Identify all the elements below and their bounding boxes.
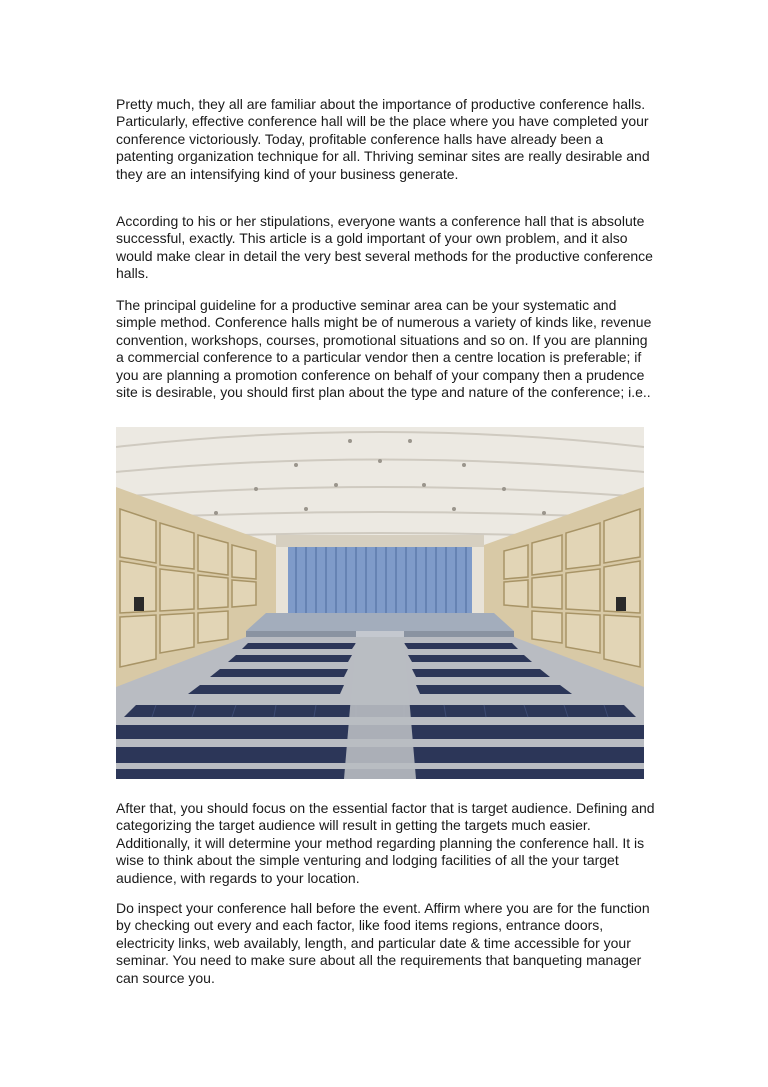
paragraph-1: Pretty much, they all are familiar about the importance of productive conference halls. Particularly, effective conference hall will be the place where you have completed your conference victoriously. Today, profitable conference halls have already been a patenting organization technique for all. Thriving seminar sites are really desirable and they are an intensifying kind of your business generate. [116, 96, 650, 182]
paragraph-4: After that, you should focus on the essential factor that is target audience. Defining and categorizing the target audience will result in getting the targets much easier. Additionally, it will determine your method regarding planning the conference hall. It is wise to think about the simple venturing and lodging facilities of all the your target audience, with regards to your location. [116, 800, 655, 886]
paragraph-5: Do inspect your conference hall before the event. Affirm where you are for the function by checking out every and each factor, like food items regions, entrance doors, electricity links, web availably, length, and particular date & time accessible for your seminar. You need to make sure about all the requirements that banqueting manager can source you. [116, 900, 650, 986]
conference-hall-illustration [116, 427, 644, 779]
paragraph-3: The principal guideline for a productive seminar area can be your systematic and simple method. Conference halls might be of numerous a variety of kinds like, revenue convention, workshops, courses, promotional situations and so on. If you are planning a commercial conference to a particular vendor then a centre location is preferable; if you are planning a promotion conference on behalf of your company then a prudence site is desirable, you should first plan about the type and nature of the conference; i.e.. [116, 297, 652, 401]
paragraph-2: According to his or her stipulations, everyone wants a conference hall that is absolute successful, exactly. This article is a gold important of your own problem, and it also would make clear in detail the very best several methods for the productive conference halls. [116, 213, 653, 282]
conference-hall-photo [116, 427, 644, 779]
